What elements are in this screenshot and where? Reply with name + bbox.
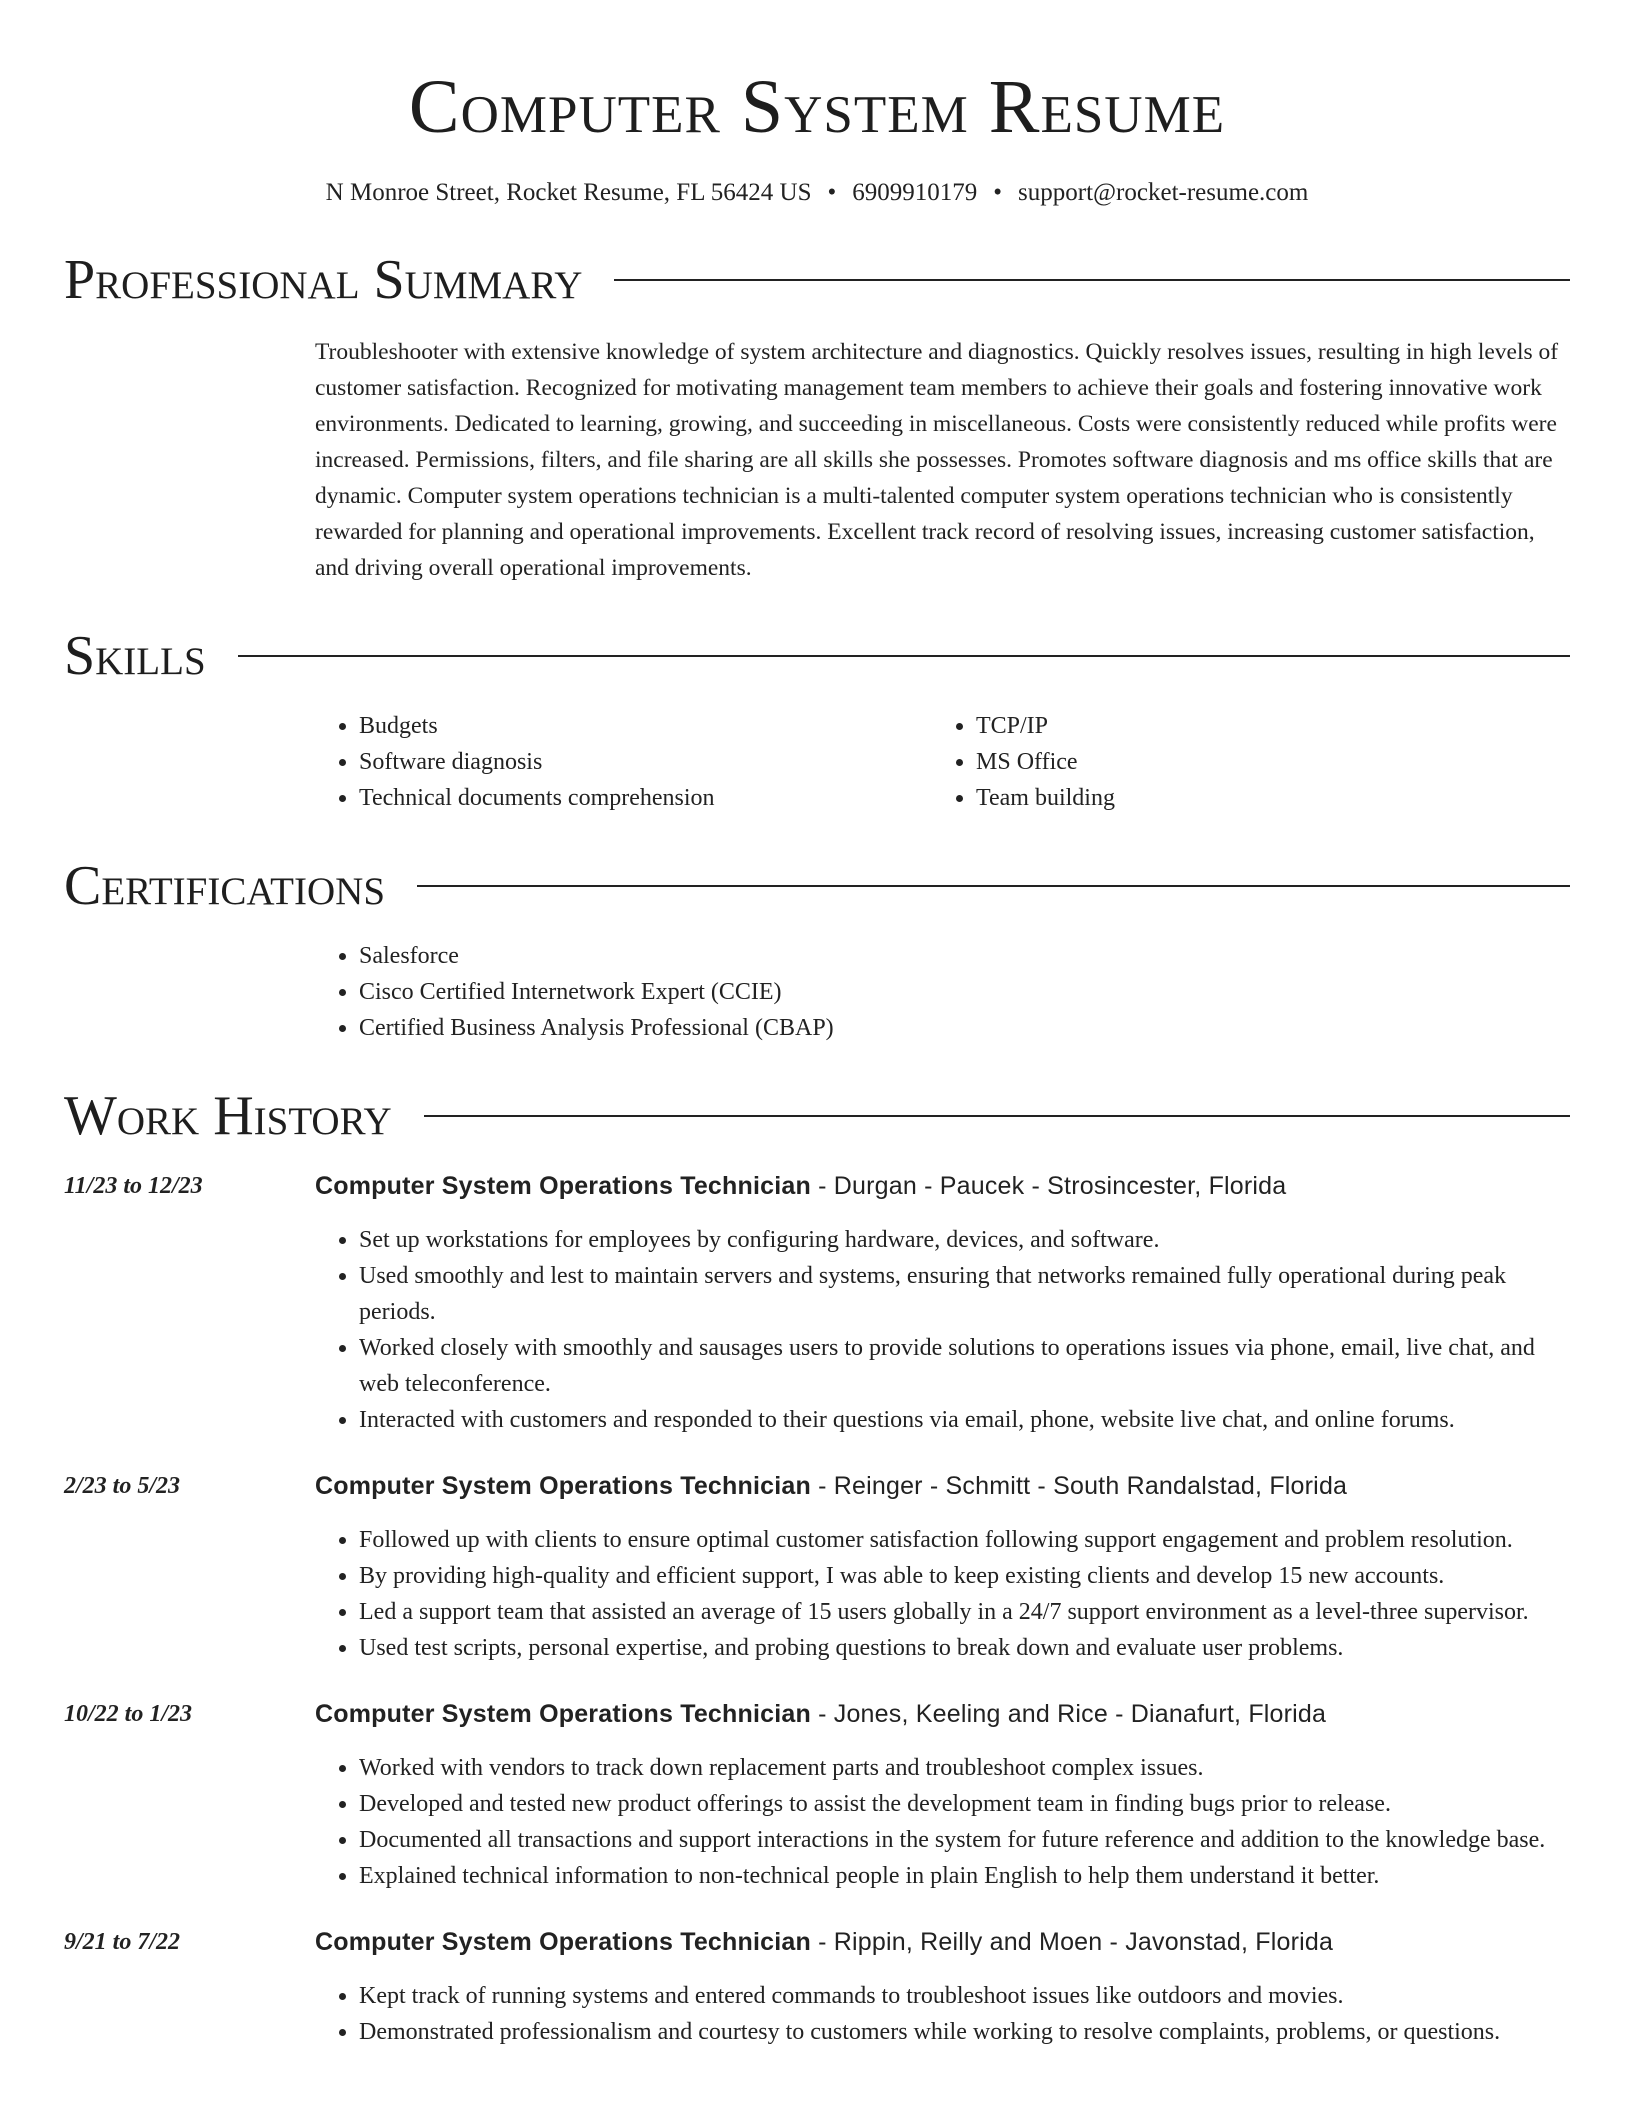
job-dates: 9/21 to 7/22: [64, 1929, 181, 1955]
work-section-header: [64, 1084, 1570, 1148]
certification-item: • Certified Business Analysis Professional (CBAP): [359, 1010, 1570, 1046]
job-bullet: • Documented all transactions and support interactions in the system for future reference and addition to the knowledge base.: [359, 1822, 1570, 1858]
job-title-line: [315, 1924, 1570, 1960]
job-title: Computer System Operations Technician: [315, 1472, 811, 1500]
skills-heading: Skills: [64, 625, 206, 687]
contact-email: support@rocket-resume.com: [1018, 179, 1309, 206]
contact-separator: •: [993, 179, 1003, 206]
job-bullet: • Followed up with clients to ensure optimal customer satisfaction following support engagement and problem resolution.: [359, 1522, 1570, 1558]
job-body: [315, 1924, 1570, 2050]
job-company: - Rippin, Reilly and Moen - Javonstad, Florida: [810, 1928, 1334, 1956]
resume-title: Computer System Resume: [408, 65, 1226, 149]
job-company: - Durgan - Paucek - Strosincester, Florida: [810, 1172, 1287, 1200]
job-company: - Jones, Keeling and Rice - Dianafurt, Florida: [810, 1700, 1327, 1728]
section-divider: [238, 655, 1570, 657]
job-title-line: [315, 1696, 1570, 1732]
resume-page: [64, 0, 1570, 2050]
job-bullet: • Explained technical information to non-technical people in plain English to help them understand it better.: [359, 1858, 1570, 1894]
job-bullet: • By providing high-quality and efficient support, I was able to keep existing clients and develop 15 new accounts.: [359, 1558, 1570, 1594]
work-heading: Work History: [64, 1085, 392, 1147]
skills-section-header: [64, 624, 1570, 688]
job-title-line: [315, 1168, 1570, 1204]
certification-item: • Cisco Certified Internetwork Expert (CCIE): [359, 974, 1570, 1010]
job-dates: 11/23 to 12/23: [64, 1173, 203, 1199]
section-divider: [417, 885, 1570, 887]
job-bullet: • Worked with vendors to track down replacement parts and troubleshoot complex issues.: [359, 1750, 1570, 1786]
job-bullet: • Used test scripts, personal expertise, and probing questions to break down and evaluate user problems.: [359, 1630, 1570, 1666]
job-company: - Reinger - Schmitt - South Randalstad, Florida: [810, 1472, 1348, 1500]
job-bullet: • Worked closely with smoothly and sausages users to provide solutions to operations issues via phone, email, live chat, and web teleconference.: [359, 1330, 1570, 1402]
job-dates: 10/22 to 1/23: [64, 1701, 193, 1727]
certifications-section-header: [64, 854, 1570, 918]
job-body: [315, 1696, 1570, 1894]
section-divider: [614, 279, 1570, 281]
job-bullet: • Interacted with customers and responded to their questions via email, phone, website live chat, and online forums.: [359, 1402, 1570, 1438]
skill-item: • Team building: [976, 780, 1549, 816]
job-entry: [64, 1924, 1570, 2050]
job-body: [315, 1168, 1570, 1438]
job-bullet: • Led a support team that assisted an average of 15 users globally in a 24/7 support environment as a level-three supervisor.: [359, 1594, 1570, 1630]
job-title: Computer System Operations Technician: [315, 1172, 811, 1200]
skill-item: • TCP/IP: [976, 708, 1549, 744]
contact-separator: •: [827, 179, 837, 206]
job-body: [315, 1468, 1570, 1666]
summary-section-header: [64, 248, 1570, 312]
job-dates: 2/23 to 5/23: [64, 1473, 181, 1499]
job-bullet: • Used smoothly and lest to maintain servers and systems, ensuring that networks remained fully operational during peak periods.: [359, 1258, 1570, 1330]
skills-list: [315, 708, 1570, 816]
skill-item: • Budgets: [359, 708, 932, 744]
job-entry: [64, 1168, 1570, 1438]
job-title-line: [315, 1468, 1570, 1504]
job-bullet: • Developed and tested new product offerings to assist the development team in finding bugs prior to release.: [359, 1786, 1570, 1822]
section-divider: [424, 1115, 1570, 1117]
contact-address: N Monroe Street, Rocket Resume, FL 56424 US: [325, 179, 812, 206]
job-title: Computer System Operations Technician: [315, 1700, 811, 1728]
certifications-heading: Certifications: [64, 855, 386, 917]
contact-line: [64, 176, 1570, 210]
skill-item: • MS Office: [976, 744, 1549, 780]
skills-column-right: [932, 708, 1549, 816]
summary-heading: Professional Summary: [64, 249, 583, 311]
job-bullet: • Set up workstations for employees by configuring hardware, devices, and software.: [359, 1222, 1570, 1258]
skill-item: • Software diagnosis: [359, 744, 932, 780]
skill-item: • Technical documents comprehension: [359, 780, 932, 816]
certification-item: • Salesforce: [359, 938, 1570, 974]
summary-text: Troubleshooter with extensive knowledge of system architecture and diagnostics. Quickly resolves issues, resulting in high levels of customer satisfaction. Recognized for motivating management team members to achieve their goals and fostering innovative work environments. Dedicated to learning, growing, and succeeding in miscellaneous. Costs were consistently reduced while profits were increased. Permissions, filters, and file sharing are all skills she possesses. Promotes software diagnosis and ms office skills that are dynamic. Computer system operations technician is a multi-talented computer system operations technician who is consistently rewarded for planning and operational improvements. Excellent track record of resolving issues, increasing customer satisfaction, and driving overall operational improvements.: [315, 339, 1559, 581]
job-entry: [64, 1696, 1570, 1894]
job-bullet: • Kept track of running systems and entered commands to troubleshoot issues like outdoors and movies.: [359, 1978, 1570, 2014]
skills-column-left: [315, 708, 932, 816]
job-title: Computer System Operations Technician: [315, 1928, 811, 1956]
job-entry: [64, 1468, 1570, 1666]
certifications-list: [315, 938, 1570, 1046]
job-bullet: • Demonstrated professionalism and courtesy to customers while working to resolve complaints, problems, or questions.: [359, 2014, 1570, 2050]
contact-phone: 6909910179: [852, 179, 978, 206]
